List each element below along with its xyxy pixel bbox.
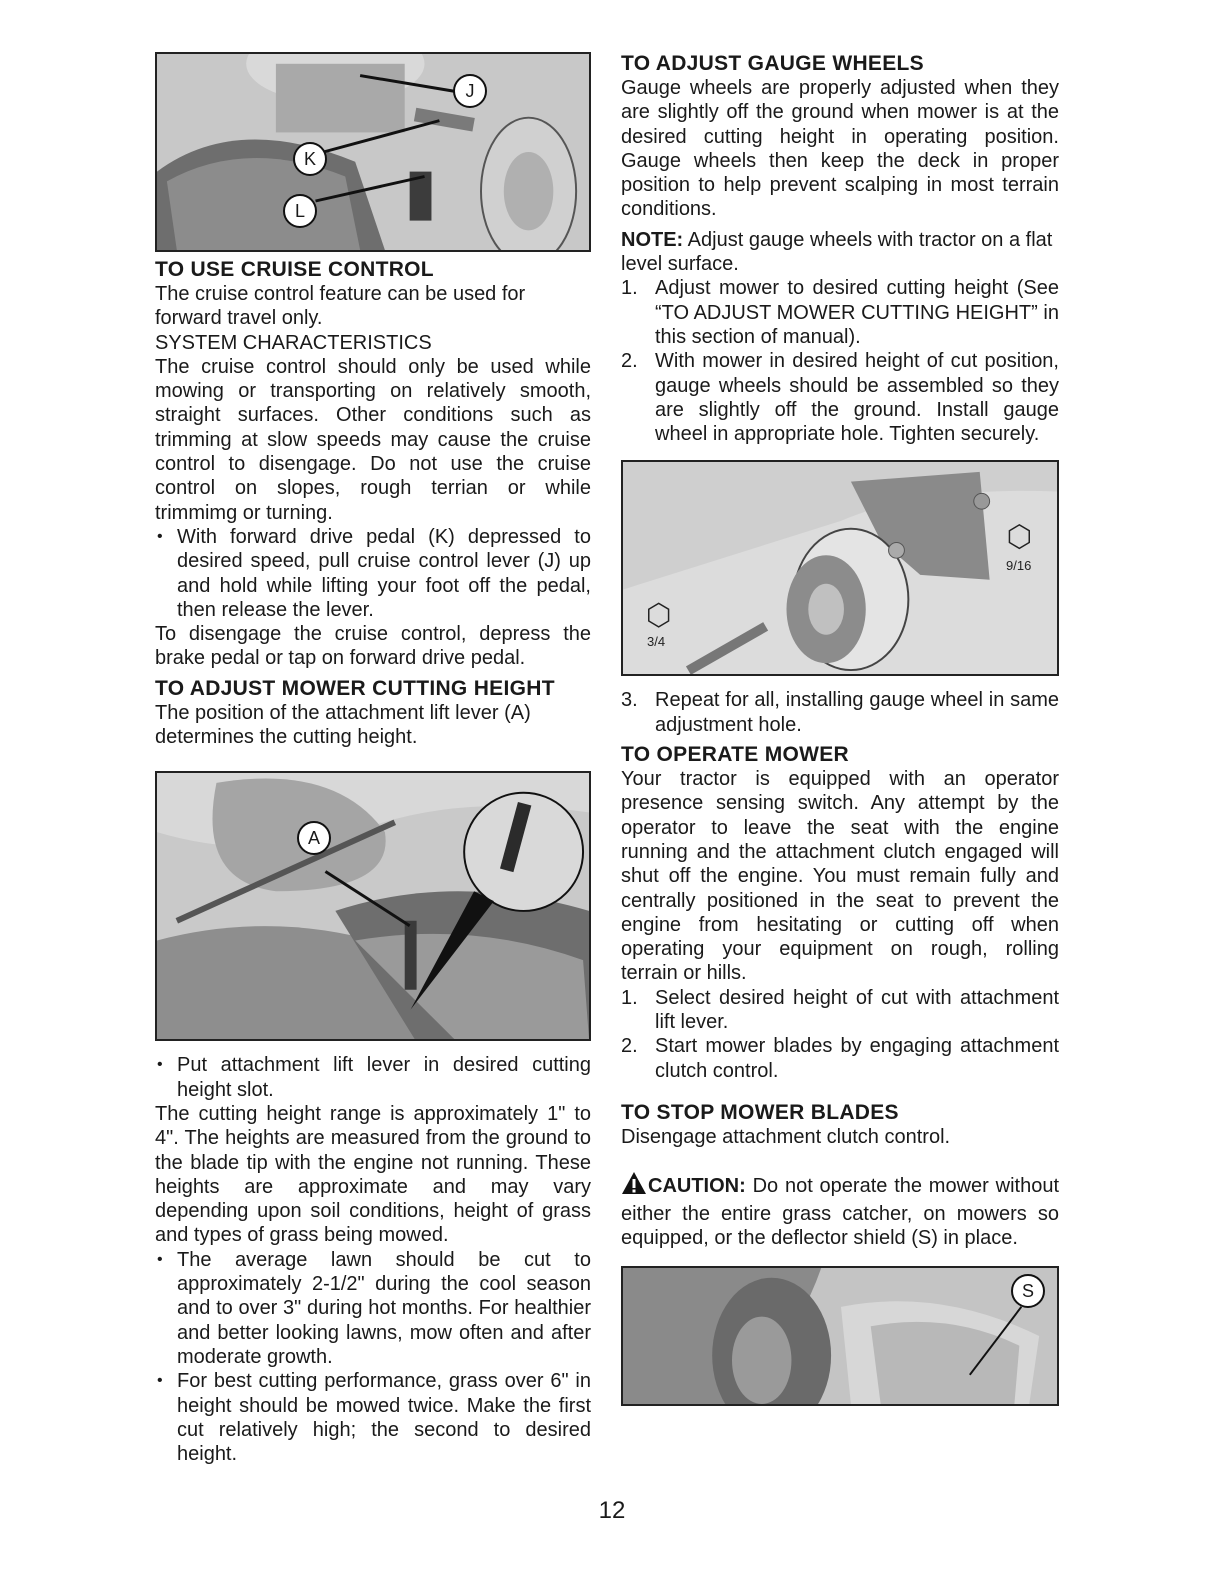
step-text: With mower in desired height of cut position, gauge wheels should be assembled so they are slightly off the ground. Install gauge wheel in appropriate hole. Tighten securely. [655,350,1059,446]
right-column [621,52,1059,1406]
gauge-step-1 [621,276,1059,349]
gauge-intro: Gauge wheels are properly adjusted when they are slightly off the ground when mower is at the desired cutting height in operating position. Gauge wheels then keep the deck in proper position to help prevent scalping in most terrain conditions. [621,77,1059,221]
note-label: NOTE: [621,228,684,251]
step-text: Adjust mower to desired cutting height (See “TO ADJUST MOWER CUTTING HEIGHT” in this section of manual). [655,277,1059,348]
cutting-heading: TO ADJUST MOWER CUTTING HEIGHT [155,676,555,700]
operate-step-1 [621,986,1059,1035]
stop-body: Disengage attachment clutch control. [621,1125,951,1148]
callout-j: J [453,74,487,108]
lift-lever-illustration [157,773,589,1039]
step-number: 1. [621,277,638,300]
caution-label: CAUTION: [648,1175,746,1198]
cutting-bullet-3: • For best cutting performance, grass over 6" in height should be mowed twice. Make the first cut relatively high; the second to desired height. [155,1369,591,1466]
step-number: 1. [621,986,638,1009]
left-column [155,52,591,1466]
cruise-disengage: To disengage the cruise control, depress the brake pedal or tap on forward drive pedal. [155,623,591,670]
lift-lever-figure [155,771,591,1041]
deflector-shield-illustration [623,1268,1057,1404]
operate-body: Your tractor is equipped with an operator presence sensing switch. Any attempt by the operator to leave the seat with the engine running and the attachment clutch engaged will shut off the engine. You must remain fully and centrally positioned in the seat to prevent the engine from hesitating or cutting off when operating your equipment on rough, rolling terrain or hills. [621,768,1059,985]
callout-l: L [283,194,317,228]
cutting-bullet-1: • Put attachment lift lever in desired cutting height slot. [155,1053,591,1102]
gauge-wheel-illustration [623,462,1057,674]
callout-a: A [297,821,331,855]
cruise-intro: The cruise control feature can be used for forward travel only. [155,283,526,330]
cruise-body: The cruise control should only be used while mowing or transporting on relatively smooth, straight surfaces. Other conditions such as trimming at slow speeds may cause the cruise control to disengage. Do not use the cruise control on slopes, rough terrian or while trimmimg or turning. [155,355,591,524]
step-text: Select desired height of cut with attachment lift lever. [655,986,1059,1034]
step-text: Start mower blades by engaging attachment clutch control. [655,1035,1059,1082]
gauge-step-3 [621,688,1059,737]
warning-icon [621,1171,647,1201]
stop-heading: TO STOP MOWER BLADES [621,1100,899,1124]
gauge-step-2 [621,349,1059,446]
wrench-size-small: 3/4 [647,634,666,650]
wrench-size-large: 9/16 [1006,558,1032,574]
cutting-range: The cutting height range is approximately 1" to 4". The heights are measured from the ground to the blade tip with the engine not running. These heights are approximate and may vary depending upon soil conditions, height of grass and types of grass being mowed. [155,1102,591,1247]
cutting-intro: The position of the attachment lift lever (A) determines the cutting height. [155,701,531,749]
note-text: Adjust gauge wheels with tractor on a flat level surface. [621,228,1053,276]
cruise-heading: TO USE CRUISE CONTROL [155,258,434,281]
callout-k: K [293,142,327,176]
caution-paragraph [621,1171,1059,1250]
step-number: 2. [621,1035,638,1058]
deflector-shield-figure [621,1266,1059,1406]
cruise-control-figure [155,52,591,252]
step-text: Repeat for all, installing gauge wheel in same adjustment hole. [655,689,1059,736]
cutting-bullet-2: • The average lawn should be cut to approximately 2-1/2" during the cool season and to over 3" during hot months. For healthier and better looking lawns, mow often and after moderate growth. [155,1248,591,1369]
step-number: 3. [621,689,638,712]
cruise-control-illustration [157,54,589,250]
cruise-bullet: • With forward drive pedal (K) depressed to desired speed, pull cruise control lever (J) up and hold while lifting your foot off the pedal, then release the lever. [155,525,591,622]
gauge-heading: TO ADJUST GAUGE WHEELS [621,52,924,75]
gauge-wheel-figure [621,460,1059,676]
caution-text: Do not operate the mower without either the entire grass catcher, on mowers so equipped, or the deflector shield (S) in place. [621,1175,1059,1249]
step-number: 2. [621,350,638,373]
operate-step-2 [621,1034,1059,1083]
page-number: 12 [598,1497,626,1524]
cruise-subheading: SYSTEM CHARACTERISTICS [155,331,432,354]
operate-heading: TO OPERATE MOWER [621,743,850,767]
gauge-note [621,228,1059,277]
callout-s: S [1011,1274,1045,1308]
